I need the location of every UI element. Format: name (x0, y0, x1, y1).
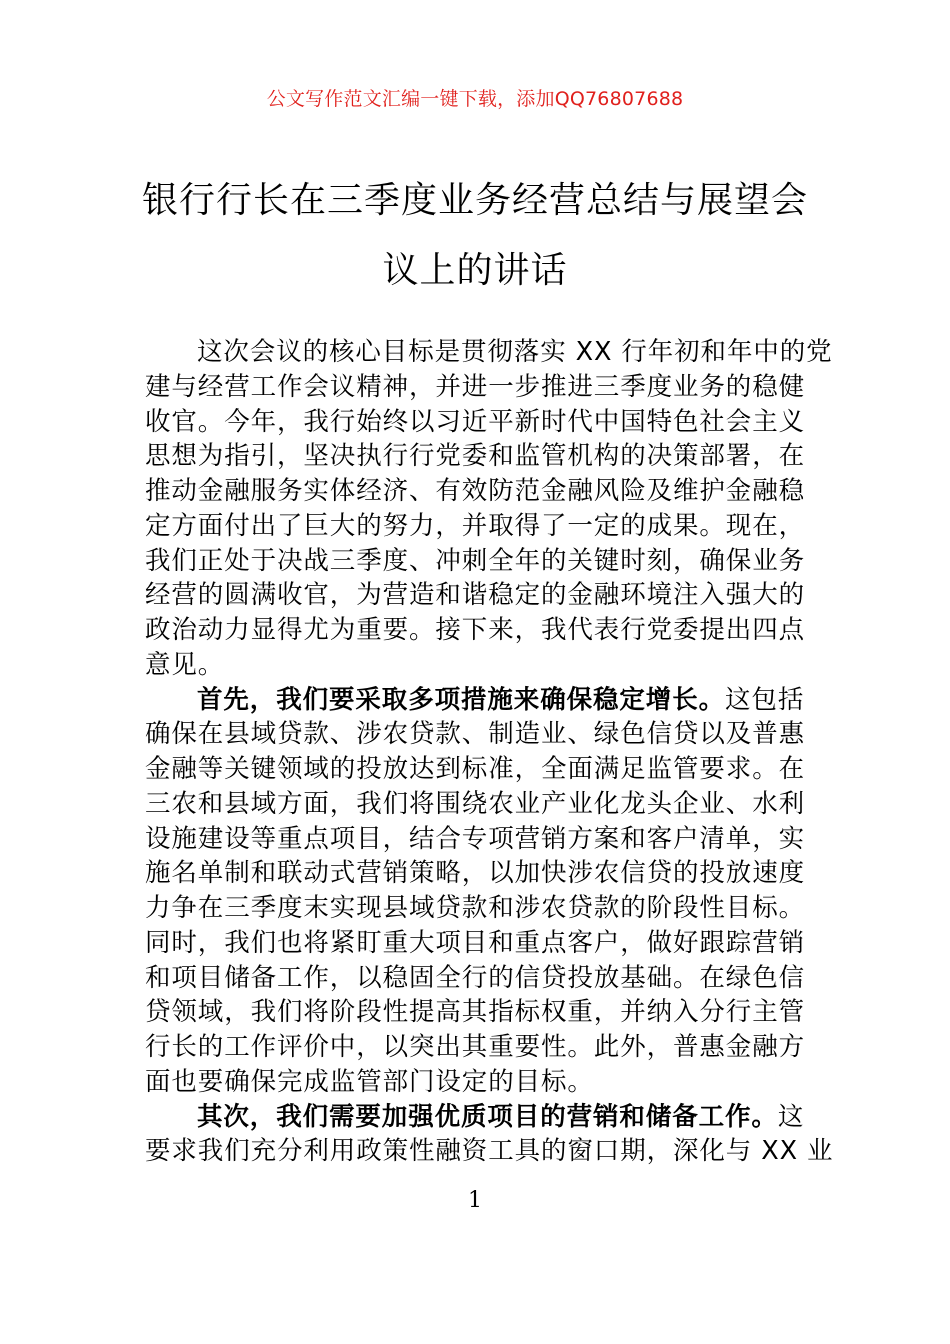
paragraph-line: 面也要确保完成监管部门设定的目标。 (145, 1066, 594, 1097)
paragraph-heading: 首先，我们要采取多项措施来确保稳定增长。 (197, 684, 726, 715)
paragraph-line: 三农和县域方面，我们将围绕农业产业化龙头企业、水利 (145, 788, 806, 819)
paragraph-line (145, 683, 807, 718)
paragraph-text: 这包括 (725, 684, 805, 715)
paragraph-line: 金融等关键领域的投放达到标准，全面满足监管要求。在 (145, 754, 806, 784)
paragraph-line: 经营的圆满收官，为营造和谐稳定的金融环境注入强大的 (145, 580, 806, 611)
paragraph-line: 确保在县域贷款、涉农贷款、制造业、绿色信贷以及普惠 (145, 719, 806, 750)
paragraph-line: 这次会议的核心目标是贯彻落实 XX 行年初和年中的党 (197, 337, 833, 367)
page-number: 1 (468, 1188, 482, 1213)
paragraph-line: 贷领域，我们将阶段性提高其指标权重，并纳入分行主管 (145, 997, 806, 1028)
paragraph-line: 设施建设等重点项目，结合专项营销方案和客户清单，实 (145, 823, 806, 854)
paragraph-heading: 其次，我们需要加强优质项目的营销和储备工作。 (197, 1101, 778, 1132)
paragraph-line: 同时，我们也将紧盯重大项目和重点客户，做好跟踪营销 (145, 927, 806, 958)
paragraph-line: 行长的工作评价中，以突出其重要性。此外，普惠金融方 (145, 1032, 806, 1062)
paragraph-line: 施名单制和联动式营销策略，以加快涉农信贷的投放速度 (145, 858, 806, 889)
paragraph-line: 收官。今年，我行始终以习近平新时代中国特色社会主义 (145, 406, 806, 437)
paragraph-line: 要求我们充分利用政策性融资工具的窗口期，深化与 XX 业 (145, 1136, 834, 1167)
paragraph (145, 1100, 834, 1170)
paragraph-line: 定方面付出了巨大的努力，并取得了一定的成果。现在， (145, 510, 806, 541)
paragraph-line: 思想为指引，坚决执行行党委和监管机构的决策部署，在 (145, 441, 806, 472)
paragraph (145, 683, 807, 1100)
promo-header: 公文写作范文汇编一键下载，添加QQ76807688 (266, 88, 684, 110)
paragraph-line (145, 1100, 807, 1135)
paragraph-line: 意见。 (145, 649, 225, 680)
paragraph-line: 推动金融服务实体经济、有效防范金融风险及维护金融稳 (145, 476, 806, 506)
paragraph-line: 建与经营工作会议精神，并进一步推进三季度业务的稳健 (145, 371, 806, 402)
paragraph-line: 和项目储备工作，以稳固全行的信贷投放基础。在绿色信 (145, 962, 806, 993)
paragraph-line: 力争在三季度末实现县域贷款和涉农贷款的阶段性目标。 (145, 893, 806, 923)
document-title-line-1: 银行行长在三季度业务经营总结与展望会 (141, 180, 808, 221)
paragraph-line: 政治动力显得尤为重要。接下来，我代表行党委提出四点 (145, 615, 806, 645)
paragraph-text: 这 (777, 1101, 805, 1132)
document-title-line-2: 议上的讲话 (382, 250, 568, 291)
document-body (145, 335, 834, 1169)
paragraph (145, 335, 833, 683)
paragraph-line: 我们正处于决战三季度、冲刺全年的关键时刻，确保业务 (145, 545, 806, 576)
